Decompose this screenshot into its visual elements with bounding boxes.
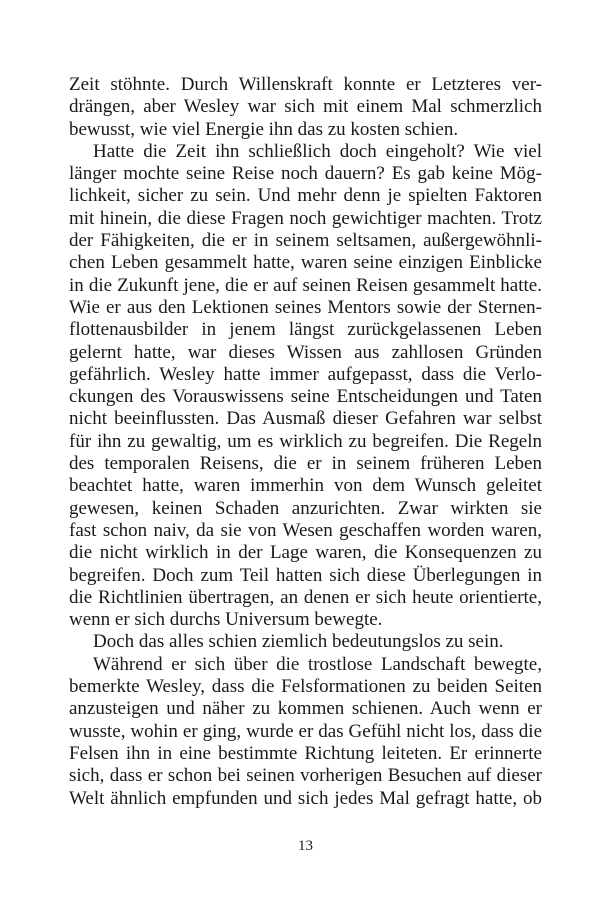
text-line: Welt ähnlich empfunden und sich jedes Mal gefragt hatte, ob <box>69 787 542 809</box>
text-line: der Fähigkeiten, die er in seinem seltsamen, außergewöhnli- <box>69 230 542 252</box>
text-block <box>69 74 542 810</box>
text-line: ckungen des Vorauswissens seine Entscheidungen und Taten <box>69 386 542 408</box>
text-line: Doch das alles schien ziemlich bedeutungslos zu sein. <box>93 631 504 653</box>
text-line: beachtet hatte, waren immerhin von dem Wunsch geleitet <box>69 475 542 497</box>
text-line: bemerkte Wesley, dass die Felsformationen zu beiden Seiten <box>69 676 542 698</box>
text-line: die nicht wirklich in der Lage waren, die Konsequenzen zu <box>69 542 542 564</box>
paragraph <box>69 654 542 810</box>
text-line: anzusteigen und näher zu kommen schienen. Auch wenn er <box>69 698 542 720</box>
text-line: nicht beeinflussten. Das Ausmaß dieser Gefahren war selbst <box>69 408 542 430</box>
text-line: des temporalen Reisens, die er in seinem früheren Leben <box>69 453 542 475</box>
text-line: gewesen, keinen Schaden anzurichten. Zwar wirkten sie <box>69 497 542 519</box>
text-line: Während er sich über die trostlose Landschaft bewegte, <box>93 653 542 675</box>
text-line: chen Leben gesammelt hatte, waren seine einzigen Einblicke <box>69 252 542 274</box>
text-line: fast schon naiv, da sie von Wesen geschaffen worden waren, <box>69 519 542 541</box>
paragraph <box>69 141 542 632</box>
paragraph <box>69 631 542 653</box>
text-line: Zeit stöhnte. Durch Willenskraft konnte er Letzteres ver- <box>69 74 542 95</box>
text-line: Wie er aus den Lektionen seines Mentors sowie der Sternen- <box>69 296 542 318</box>
text-line: begreifen. Doch zum Teil hatten sich diese Überlegungen in <box>69 564 542 586</box>
text-line: in die Zukunft jene, die er auf seinen Reisen gesammelt hatte. <box>69 274 542 296</box>
text-line: Felsen ihn in eine bestimmte Richtung leiteten. Er erinnerte <box>69 742 542 764</box>
text-line: wusste, wohin er ging, wurde er das Gefühl nicht los, dass die <box>69 720 542 742</box>
text-line: die Richtlinien übertragen, an denen er sich heute orientierte, <box>69 586 542 608</box>
text-line: bewusst, wie viel Energie ihn das zu kosten schien. <box>69 118 459 140</box>
text-line: wenn er sich durchs Universum bewegte. <box>69 609 383 631</box>
text-line: gefährlich. Wesley hatte immer aufgepasst, dass die Verlo- <box>69 363 542 385</box>
text-line: länger mochte seine Reise noch dauern? Es gab keine Mög- <box>69 163 542 185</box>
text-line: drängen, aber Wesley war sich mit einem Mal schmerzlich <box>69 96 542 118</box>
text-line: flottenausbilder in jenem längst zurückgelassenen Leben <box>69 319 542 341</box>
paragraph <box>69 74 542 141</box>
text-line: lichkeit, sicher zu sein. Und mehr denn je spielten Faktoren <box>69 185 542 207</box>
text-line: mit hinein, die diese Fragen noch gewichtiger machten. Trotz <box>69 207 542 229</box>
page-number: 13 <box>298 837 313 854</box>
text-line: gelernt hatte, war dieses Wissen aus zahllosen Gründen <box>69 341 542 363</box>
text-line: sich, dass er schon bei seinen vorherigen Besuchen auf dieser <box>69 765 542 787</box>
text-line: Hatte die Zeit ihn schließlich doch eingeholt? Wie viel <box>93 140 542 162</box>
text-line: für ihn zu gewaltig, um es wirklich zu begreifen. Die Regeln <box>69 430 542 452</box>
